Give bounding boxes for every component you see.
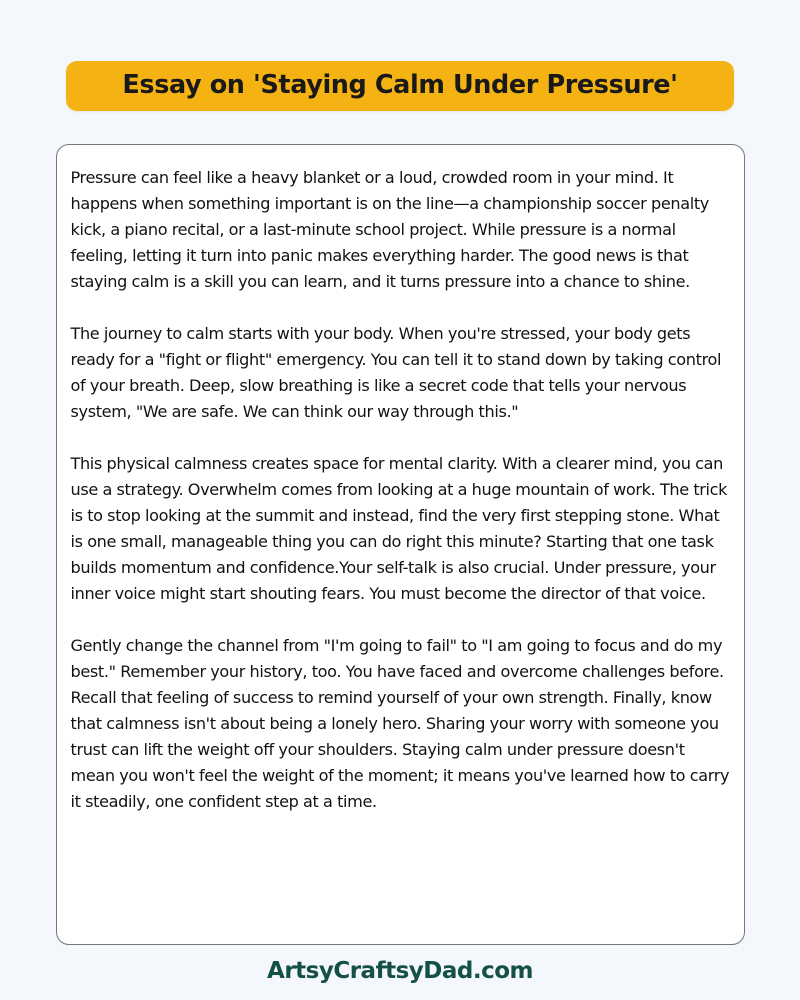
footer	[0, 960, 800, 983]
essay-card	[56, 144, 745, 945]
essay-paragraph-1: Pressure can feel like a heavy blanket or a loud, crowded room in your mind. It happens when something important is on the line—a championship soccer penalty kick, a piano recital, or a last-minute school project. While pressure is a normal feeling, letting it turn into panic makes everything harder. The good news is that staying calm is a skill you can learn, and it turns pressure into a chance to shine.	[70, 168, 709, 291]
essay-paragraph-3: This physical calmness creates space for mental clarity. With a clearer mind, you can use a strategy. Overwhelm comes from looking at a huge mountain of work. The trick is to stop looking at the summit and instead, find the very first stepping stone. What is one small, manageable thing you can do right this minute? Starting that one task builds momentum and confidence.Your self-talk is also crucial. Under pressure, your inner voice might start shouting fears. You must become the director of that voice.	[70, 454, 728, 603]
page-title: Essay on 'Staying Calm Under Pressure'	[122, 70, 678, 101]
essay-paragraph-2: The journey to calm starts with your body. When you're stressed, your body gets ready for a "fight or flight" emergency. You can tell it to stand down by taking control of your breath. Deep, slow breathing is like a secret code that tells your nervous system, "We are safe. We can think our way through this."	[70, 324, 722, 421]
brand-watermark: ArtsyCraftsyDad.com	[267, 958, 533, 984]
title-banner	[66, 61, 734, 111]
essay-body	[71, 165, 730, 815]
essay-paragraph-4: Gently change the channel from "I'm going to fail" to "I am going to focus and do my best." Remember your history, too. You have faced and overcome challenges before. Recall that feeling of success to remind yourself of your own strength. Finally, know that calmness isn't about being a lonely hero. Sharing your worry with someone you trust can lift the weight off your shoulders. Staying calm under pressure doesn't mean you won't feel the weight of the moment; it means you've learned how to carry it steadily, one confident step at a time.	[70, 636, 730, 811]
